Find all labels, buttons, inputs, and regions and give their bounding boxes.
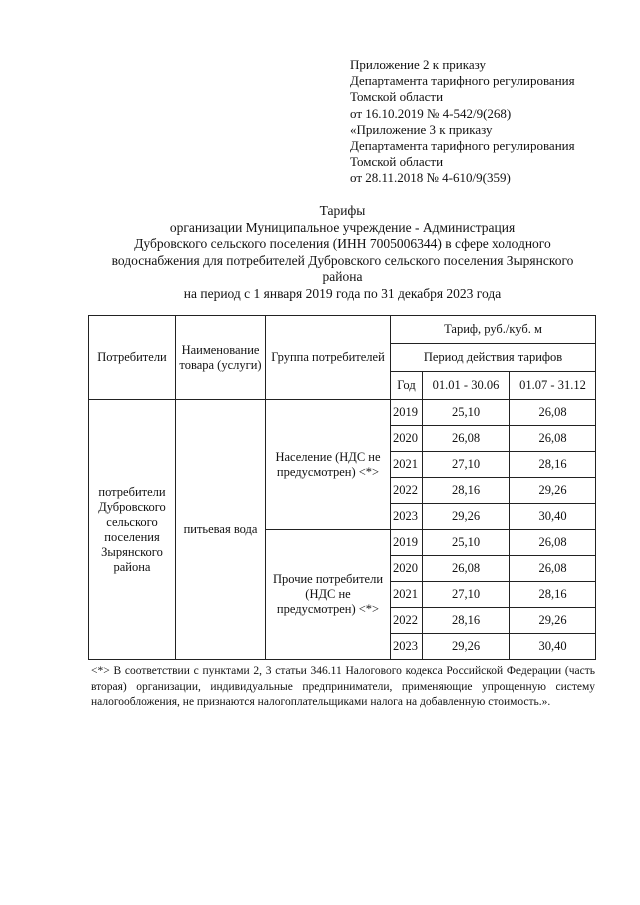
header-row <box>89 316 596 344</box>
title-line: водоснабжения для потребителей Дубровского сельского поселения Зырянского <box>111 252 574 268</box>
year-cell: 2021 <box>391 452 423 478</box>
tariff-h1-cell: 28,16 <box>423 608 510 634</box>
header-year: Год <box>391 372 423 400</box>
year-cell: 2022 <box>391 608 423 634</box>
appendix-line: Томской области <box>350 154 444 170</box>
header-group: Группа потребителей <box>266 316 391 400</box>
year-cell: 2020 <box>391 556 423 582</box>
tariff-h2-cell: 29,26 <box>510 478 596 504</box>
tariff-h2-cell: 26,08 <box>510 556 596 582</box>
header-period: Период действия тарифов <box>391 344 596 372</box>
tariff-h1-cell: 29,26 <box>423 634 510 660</box>
tariff-h2-cell: 28,16 <box>510 582 596 608</box>
tariff-h1-cell: 29,26 <box>423 504 510 530</box>
appendix-line: Томской области <box>350 89 444 105</box>
consumer-cell: потребители Дубровского сельского поселения Зырянского района <box>89 400 176 660</box>
year-cell: 2021 <box>391 582 423 608</box>
tariff-h1-cell: 25,10 <box>423 400 510 426</box>
tariff-h2-cell: 30,40 <box>510 504 596 530</box>
tariff-h1-cell: 28,16 <box>423 478 510 504</box>
appendix-line: Приложение 2 к приказу <box>350 57 487 72</box>
document-title <box>90 203 595 303</box>
tariff-h1-cell: 27,10 <box>423 582 510 608</box>
title-line: Дубровского сельского поселения (ИНН 7005006344) в сфере холодного <box>134 236 551 252</box>
appendix-block <box>350 57 575 187</box>
year-cell: 2022 <box>391 478 423 504</box>
tariff-h1-cell: 27,10 <box>423 452 510 478</box>
tariff-h2-cell: 26,08 <box>510 530 596 556</box>
goods-cell: питьевая вода <box>176 400 266 660</box>
footnote: <*> В соответствии с пунктами 2, 3 статьи 346.11 Налогового кодекса Российской Федерации (часть вторая) организации, индивидуальные предприниматели, применяющие упрощенную систему налогообложения, не признаются налогоплательщиками налога на добавленную стоимость.». <box>91 665 595 709</box>
tariff-table <box>88 315 596 660</box>
title-line: района <box>322 269 363 285</box>
header-half1: 01.01 - 30.06 <box>423 372 510 400</box>
year-cell: 2019 <box>391 400 423 426</box>
header-half2: 01.07 - 31.12 <box>510 372 596 400</box>
appendix-line: от 16.10.2019 № 4-542/9(268) <box>350 105 512 121</box>
appendix-line: Департамента тарифного регулирования <box>350 73 575 89</box>
tariff-h1-cell: 26,08 <box>423 426 510 452</box>
title-line: организации Муниципальное учреждение - Администрация <box>169 219 516 235</box>
title-heading: Тарифы <box>319 203 366 218</box>
header-consumers: Потребители <box>89 316 176 400</box>
appendix-line: «Приложение 3 к приказу <box>350 121 493 137</box>
group-cell: Население (НДС не предусмотрен) <*> <box>266 400 391 530</box>
year-cell: 2020 <box>391 426 423 452</box>
group-cell: Прочие потребители (НДС не предусмотрен) <*> <box>266 530 391 660</box>
appendix-line: от 28.11.2018 № 4-610/9(359) <box>350 170 511 186</box>
tariff-h2-cell: 28,16 <box>510 452 596 478</box>
header-goods: Наименование товара (услуги) <box>176 316 266 400</box>
year-cell: 2019 <box>391 530 423 556</box>
table-row <box>89 400 596 426</box>
tariff-h2-cell: 30,40 <box>510 634 596 660</box>
tariff-h2-cell: 29,26 <box>510 608 596 634</box>
title-line: на период с 1 января 2019 года по 31 декабря 2023 года <box>183 285 502 301</box>
year-cell: 2023 <box>391 634 423 660</box>
tariff-h2-cell: 26,08 <box>510 426 596 452</box>
appendix-line: Департамента тарифного регулирования <box>350 138 575 154</box>
tariff-h1-cell: 26,08 <box>423 556 510 582</box>
year-cell: 2023 <box>391 504 423 530</box>
header-tariff: Тариф, руб./куб. м <box>391 316 596 344</box>
tariff-h1-cell: 25,10 <box>423 530 510 556</box>
tariff-h2-cell: 26,08 <box>510 400 596 426</box>
